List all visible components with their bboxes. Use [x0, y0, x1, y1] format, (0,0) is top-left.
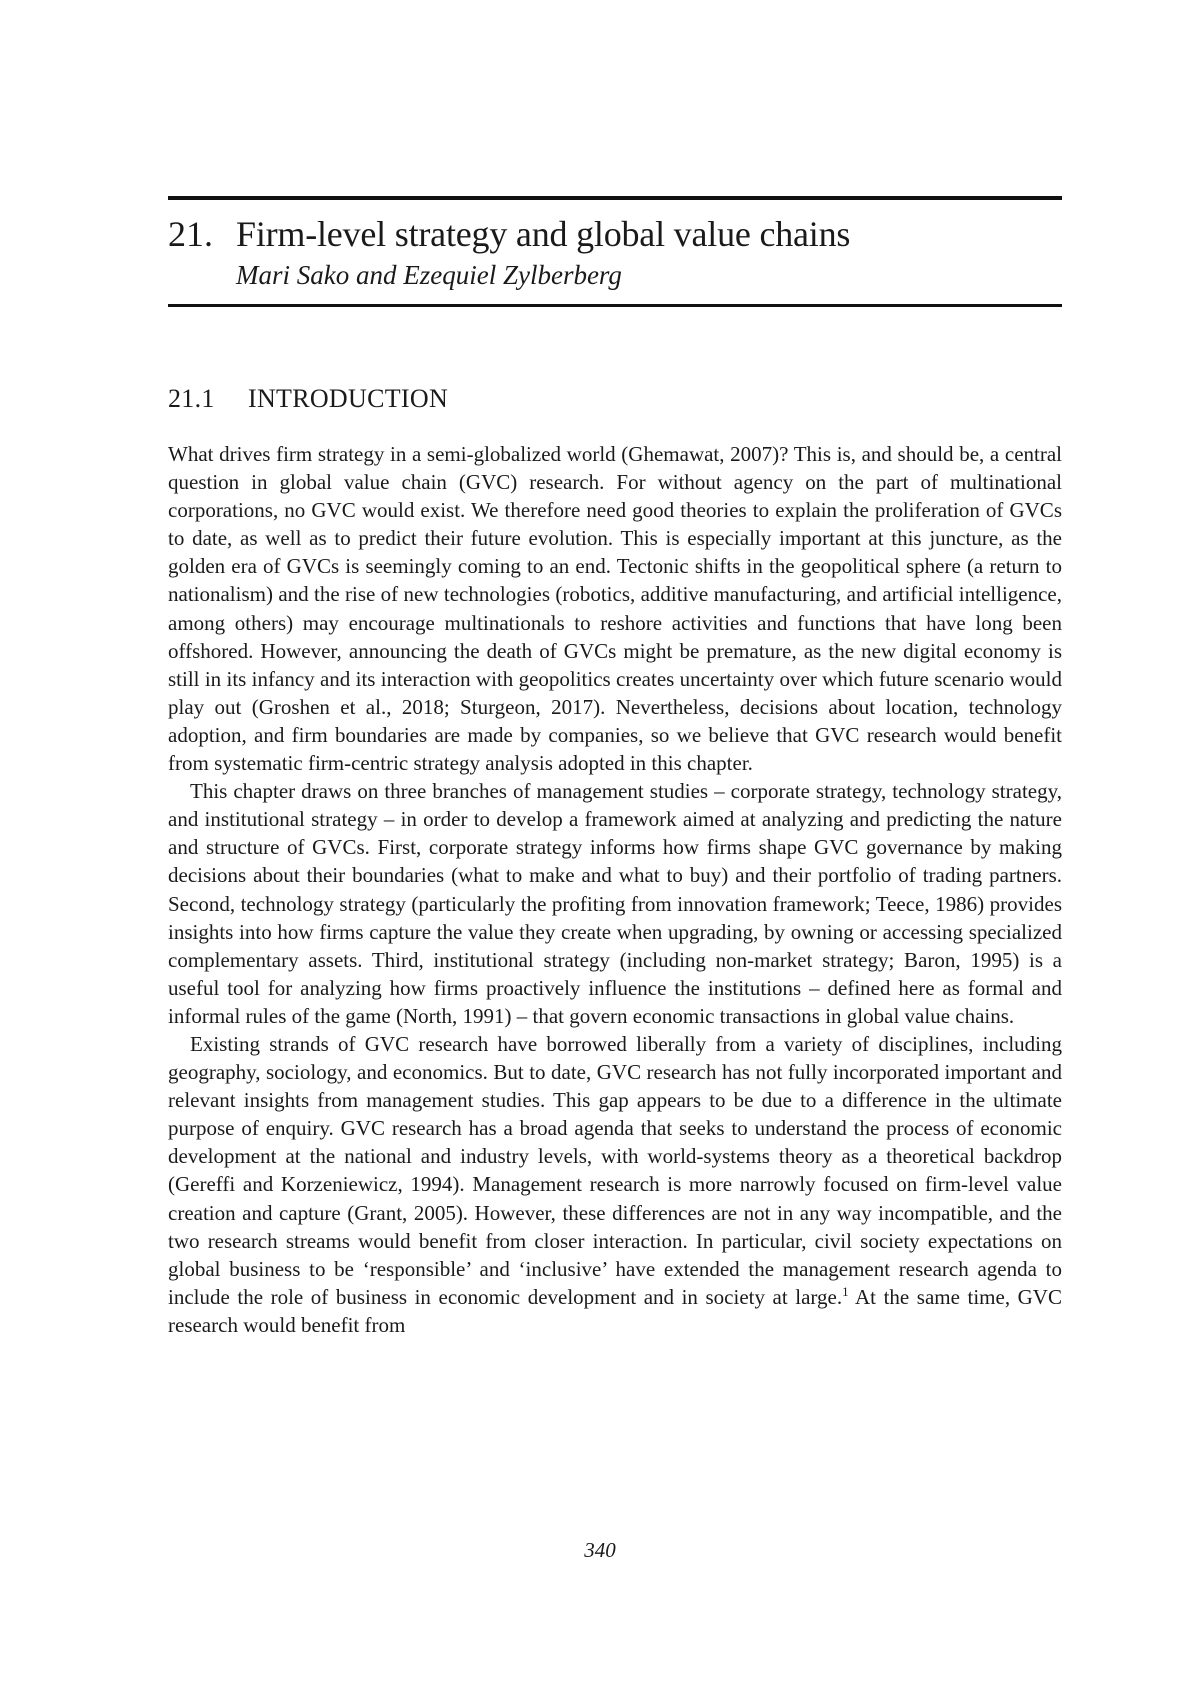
page-number: 340 [584, 1538, 616, 1562]
chapter-authors: Mari Sako and Ezequiel Zylberberg [236, 260, 622, 290]
section-heading [168, 382, 448, 416]
chapter-title: Firm-level strategy and global value chains [236, 214, 851, 254]
paragraph-1: What drives firm strategy in a semi-globalized world (Ghemawat, 2007)? This is, and should be, a central question in global value chain (GVC) research. For without agency on the part of multinational corporations, no GVC would exist. We therefore need good theories to explain the proliferation of GVCs to date, as well as to predict their future evolution. This is especially important at this juncture, as the golden era of GVCs is seemingly coming to an end. Tectonic shifts in the geopolitical sphere (a return to nationalism) and the rise of new technologies (robotics, additive manufacturing, and artificial intelligence, among others) may encourage multinationals to reshore activities and functions that have long been offshored. However, announcing the death of GVCs might be premature, as the new digital economy is still in its infancy and its interaction with geopolitics creates uncertainty over which future scenario would play out (Groshen et al., 2018; Sturgeon, 2017). Nevertheless, decisions about location, technology adoption, and firm boundaries are made by companies, so we believe that GVC research would benefit from systematic firm-centric strategy analysis adopted in this chapter. [168, 442, 1062, 776]
header-top-rule [168, 196, 1062, 200]
paragraph-3 [168, 1030, 1062, 1339]
paragraph-3-tail: At the same time, GVC research would benefit from [168, 1284, 1062, 1337]
footnote-reference[interactable]: 1 [842, 1283, 849, 1299]
paragraph-2: This chapter draws on three branches of management studies – corporate strategy, technology strategy, and institutional strategy – in order to develop a framework aimed at analyzing and predicting the nature and structure of GVCs. First, corporate strategy informs how firms shape GVC governance by making decisions about their boundaries (what to make and what to buy) and their portfolio of trading partners. Second, technology strategy (particularly the profiting from innovation framework; Teece, 1986) provides insights into how firms capture the value they create when upgrading, by owning or accessing specialized complementary assets. Third, institutional strategy (including non-market strategy; Baron, 1995) is a useful tool for analyzing how firms proactively influence the institutions – defined here as formal and informal rules of the game (North, 1991) – that govern economic transactions in global value chains. [168, 779, 1062, 1028]
chapter-number: 21. [168, 214, 213, 254]
header-bottom-rule [168, 304, 1062, 307]
chapter-header [168, 196, 1062, 307]
chapter-title-line [168, 212, 1062, 256]
section-number: 21.1 [168, 384, 215, 413]
section-title: INTRODUCTION [248, 384, 449, 413]
paragraph-3-text: Existing strands of GVC research have borrowed liberally from a variety of disciplines, including geography, sociology, and economics. But to date, GVC research has not fully incorporated important and relevant insights from management studies. This gap appears to be due to a difference in the ultimate purpose of enquiry. GVC research has a broad agenda that seeks to understand the process of economic development at the national and industry levels, with world-systems theory as a theoretical backdrop (Gereffi and Korzeniewicz, 1994). Management research is more narrowly focused on firm-level value creation and capture (Grant, 2005). However, these differences are not in any way incompatible, and the two research streams would benefit from closer interaction. In particular, civil society expectations on global business to be ‘responsible’ and ‘inclusive’ have extended the management research agenda to include the role of business in economic development and in society at large. [168, 1031, 1062, 1309]
body-text [168, 440, 1062, 1339]
